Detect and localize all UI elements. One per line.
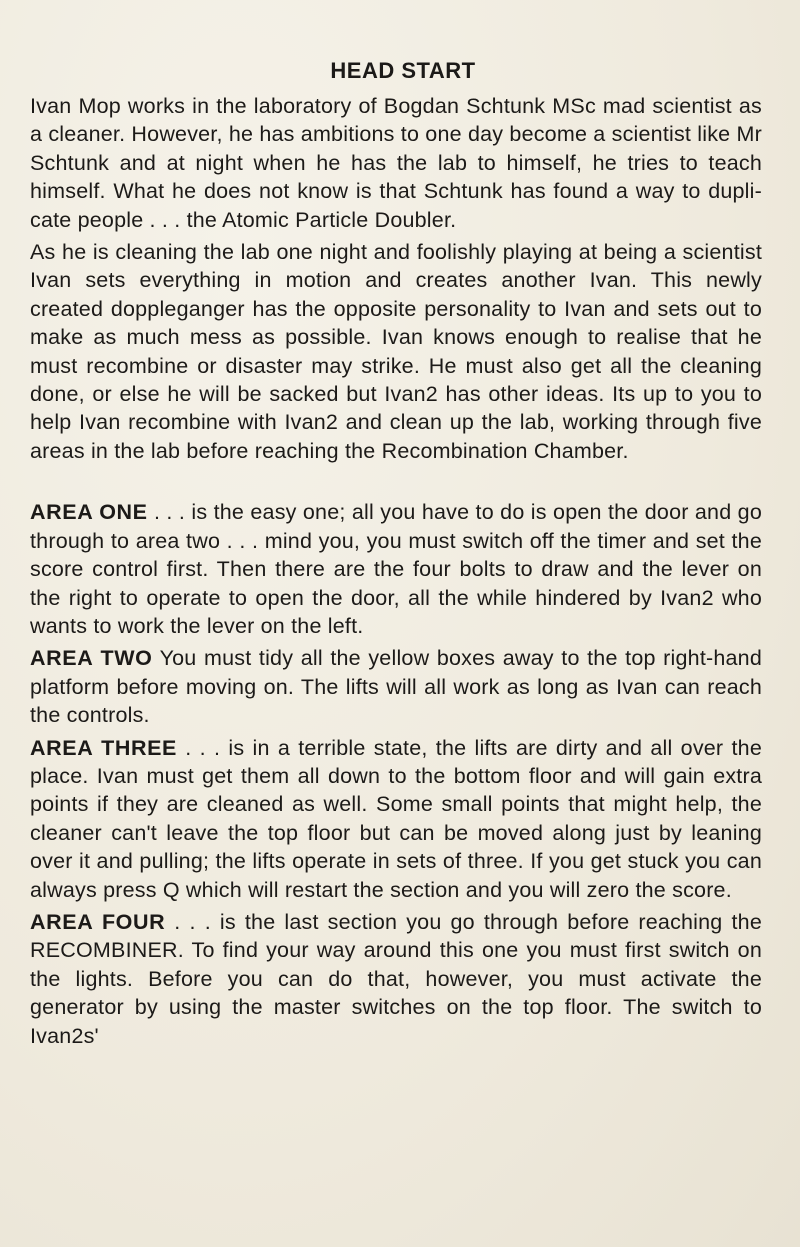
intro-paragraph-1: Ivan Mop works in the laboratory of Bogdan Schtunk MSc mad scientist as a cleaner. However, he has ambitions to one day become a scientist like Mr Schtunk and at night when he has the lab to himself, he tries to teach himself. What he does not know is that Schtunk has found a way to dupli-cate people . . . the Atomic Particle Doubler.	[30, 94, 762, 232]
area-one-paragraph	[30, 498, 762, 640]
area-three-heading: AREA THREE	[30, 735, 178, 760]
intro-paragraph-2: As he is cleaning the lab one night and foolishly playing at being a scientist Ivan sets everything in motion and creates another Ivan. This newly created doppleganger has the opposite personality to Ivan and sets out to make as much mess as possible. Ivan knows enough to realise that he must recombine or disaster may strike. He must also get all the cleaning done, or else he will be sacked but Ivan2 has other ideas. Its up to you to help Ivan recombine with Ivan2 and clean up the lab, working through five areas in the lab before reaching the Recombination Chamber.	[30, 240, 762, 463]
area-four-paragraph	[30, 908, 762, 1050]
area-two-paragraph	[30, 644, 762, 729]
area-three-text: . . . is in a terrible state, the lifts are dirty and all over the place. Ivan must get them all down to the bottom floor and will gain extra points if they are cleaned as well. Some small points that might help, the cleaner can't leave the top floor but can be moved along just by leaning over it and pulling; the lifts operate in sets of three. If you get stuck you can always press Q which will restart the section and you will zero the score.	[30, 735, 762, 902]
area-one-heading: AREA ONE	[30, 500, 148, 525]
area-two-text: You must tidy all the yellow boxes away to the top right-hand platform before moving on. The lifts will all work as long as Ivan can reach the controls.	[30, 646, 762, 728]
area-two-heading: AREA TWO	[30, 646, 153, 671]
areas-section	[30, 498, 762, 1050]
area-one-text: . . . is the easy one; all you have to do is open the door and go through to area two . . . mind you, you must switch off the timer and set the score control first. Then there are the four bolts to draw and the lever on the right to operate to open the door, all the while hindered by Ivan2 who wants to work the lever on the left.	[30, 500, 762, 638]
area-three-paragraph	[30, 734, 762, 904]
page-title: HEAD START	[330, 58, 476, 83]
area-four-text: . . . is the last section you go through before reaching the RECOMBINER. To find your way around this one you must first switch on the lights. Before you can do that, however, you must activate the generator by using the master switches on the top floor. The switch to Ivan2s'	[30, 909, 762, 1048]
area-four-heading: AREA FOUR	[30, 909, 166, 934]
